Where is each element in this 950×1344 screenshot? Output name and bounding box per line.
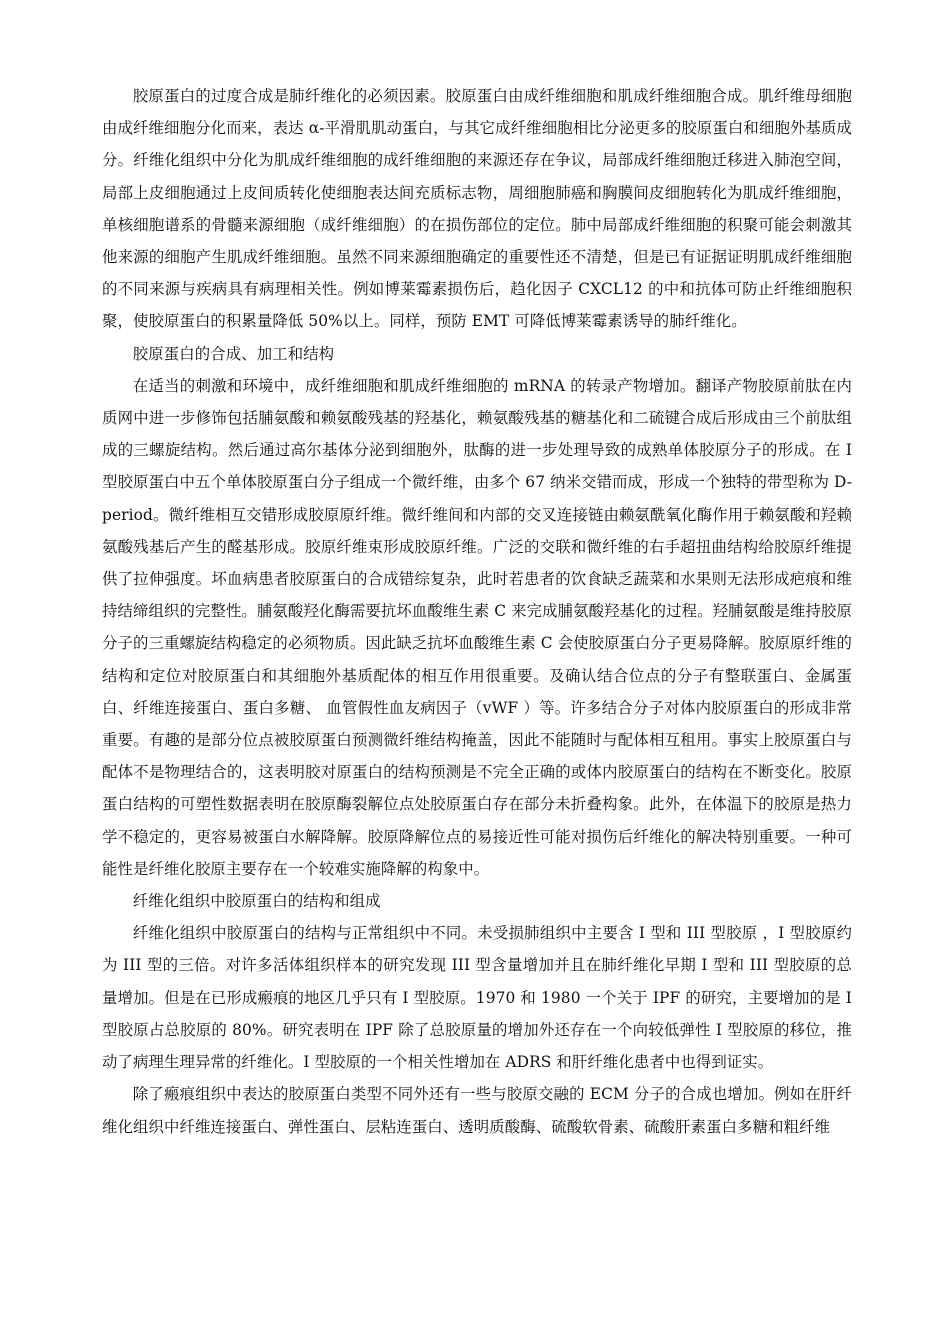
paragraph-fibrotic-collagen-types: 纤维化组织中胶原蛋白的结构与正常组织中不同。未受损肺组织中主要含 I 型和 III 型胶原 ，I 型胶原约为 III 型的三倍。对许多活体组织样本的研究发现 III 型含量增加并且在肺纤维化早期 I 型和 III 型胶原的总量增加。但是在已形成瘢痕的地区几乎只有 I 型胶原。1970 和 1980 一个关于 IPF 的研究，主要增加的是 I 型胶原占总胶原的 80%。研究表明在 IPF 除了总胶原量的增加外还存在一个向较低弹性 I 型胶原的移位，推动了病理生理异常的纤维化。I 型胶原的一个相关性增加在 ADRS 和肝纤维化患者中也得到证实。 (102, 924, 852, 1072)
paragraph-ecm-molecules: 除了瘢痕组织中表达的胶原蛋白类型不同外还有一些与胶原交融的 ECM 分子的合成也增加。例如在肝纤维化组织中纤维连接蛋白、弹性蛋白、层粘连蛋白、透明质酸酶、硫酸软骨素、硫酸肝素蛋白多糖和粗纤维 (102, 1085, 852, 1136)
section-heading-synthesis: 胶原蛋白的合成、加工和结构 (132, 344, 335, 363)
paragraph-collagen-synthesis: 在适当的刺激和环境中，成纤维细胞和肌成纤维细胞的 mRNA 的转录产物增加。翻译产物胶原前肽在内质网中进一步修饰包括脯氨酸和赖氨酸残基的羟基化，赖氨酸残基的糖基化和二硫键合成后形成由三个前肽组成的三螺旋结构。然后通过高尔基体分泌到细胞外，肽酶的进一步处理导致的成熟单体胶原分子的形成。在 I 型胶原蛋白中五个单体胶原蛋白分子组成一个微纤维，由多个 67 纳米交错而成，形成一个独特的带型称为 D-period。微纤维相互交错形成胶原原纤维。微纤维间和内部的交叉连接链由赖氨酰氧化酶作用于赖氨酸和羟赖氨酸残基后产生的醛基形成。胶原纤维束形成胶原纤维。广泛的交联和微纤维的右手超扭曲结构给胶原纤维提供了拉伸强度。坏血病患者胶原蛋白的合成错综复杂，此时若患者的饮食缺乏蔬菜和水果则无法形成疤痕和维持结缔组织的完整性。脯氨酸羟化酶需要抗坏血酸维生素 C 来完成脯氨酸羟基化的过程。羟脯氨酸是维持胶原分子的三重螺旋结构稳定的必须物质。因此缺乏抗坏血酸维生素 C 会使胶原蛋白分子更易降解。胶原原纤维的结构和定位对胶原蛋白和其细胞外基质配体的相互作用很重要。及确认结合位点的分子有整联蛋白、金属蛋白、纤维连接蛋白、蛋白多糖、 血管假性血友病因子（vWF ）等。许多结合分子对体内胶原蛋白的形成非常重要。有趣的是部分位点被胶原蛋白预测微纤维结构掩盖，因此不能随时与配体相互租用。事实上胶原蛋白与配体不是物理结合的，这表明胶对原蛋白的结构预测是不完全正确的或体内胶原蛋白的结构在不断变化。胶原蛋白结构的可塑性数据表明在胶原酶裂解位点处胶原蛋白存在部分未折叠构象。此外，在体温下的胶原是热力学不稳定的，更容易被蛋白水解降解。胶原降解位点的易接近性可能对损伤后纤维化的解决特别重要。一种可能性是纤维化胶原主要存在一个较难实施降解的构象中。 (102, 376, 852, 878)
document-body (102, 80, 852, 1143)
section-heading-fibrotic-structure: 纤维化组织中胶原蛋白的结构和组成 (132, 892, 381, 911)
paragraph-collagen-overproduction: 胶原蛋白的过度合成是肺纤维化的必须因素。胶原蛋白由成纤维细胞和肌成纤维细胞合成。肌纤维母细胞由成纤维细胞分化而来，表达 α-平滑肌肌动蛋白，与其它成纤维细胞相比分泌更多的胶原蛋白和细胞外基质成分。纤维化组织中分化为肌成纤维细胞的成纤维细胞的来源还存在争议，局部成纤维细胞迁移进入肺泡空间，局部上皮细胞通过上皮间质转化使细胞表达间充质标志物，周细胞肺癌和胸膜间皮细胞转化为肌成纤维细胞，单核细胞谱系的骨髓来源细胞（成纤维细胞）的在损伤部位的定位。肺中局部成纤维细胞的积聚可能会刺激其他来源的细胞产生肌成纤维细胞。虽然不同来源细胞确定的重要性还不清楚，但是已有证据证明肌成纤维细胞的不同来源与疾病具有病理相关性。例如博莱霉素损伤后，趋化因子 CXCL12 的中和抗体可防止纤维细胞积聚，使胶原蛋白的积累量降低 50%以上。同样，预防 EMT 可降低博莱霉素诱导的肺纤维化。 (102, 87, 852, 331)
